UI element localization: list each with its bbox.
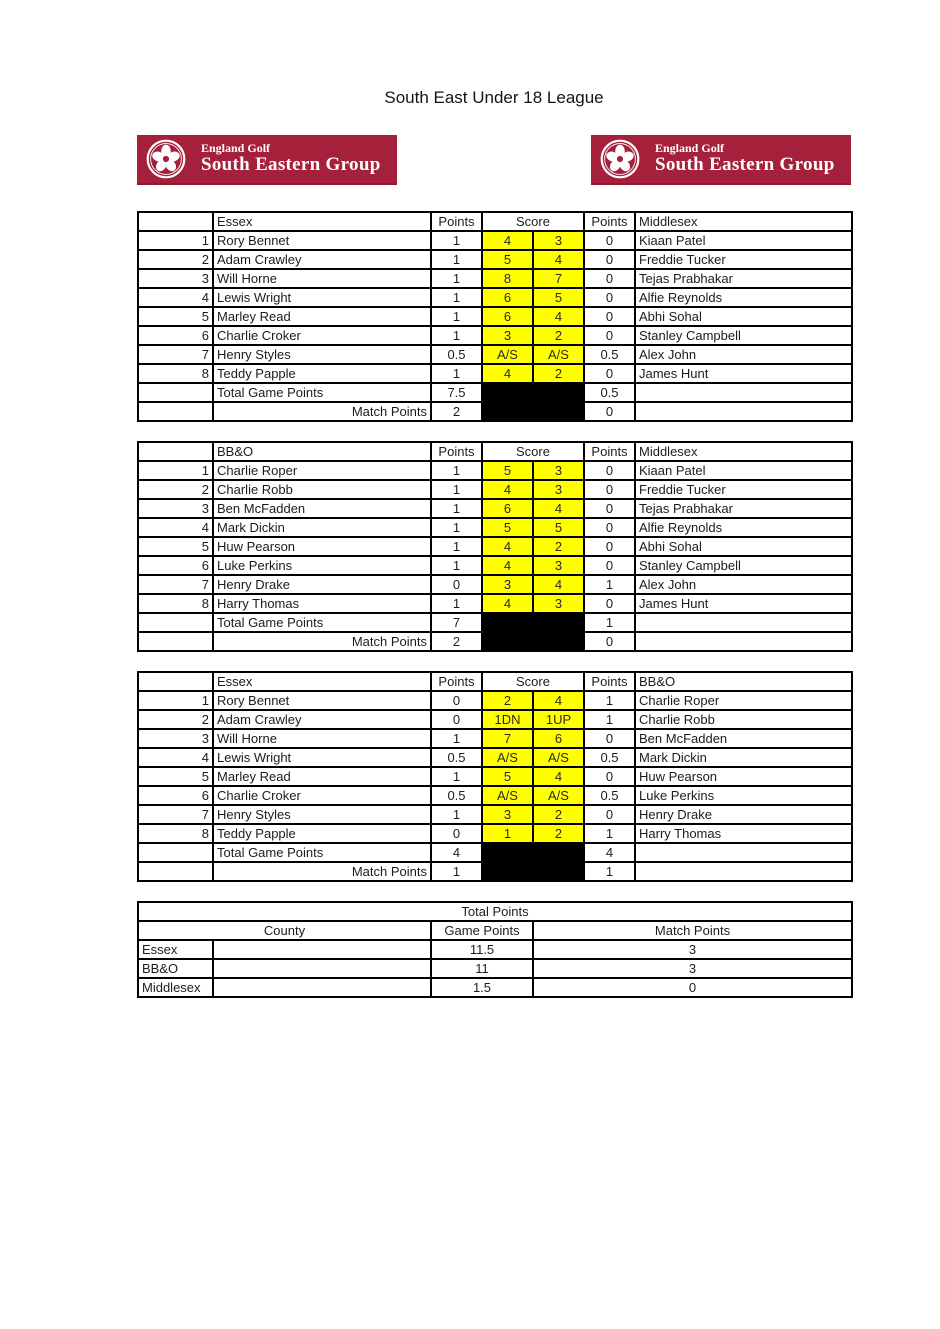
home-player-name: Lewis Wright [213, 288, 431, 307]
home-player-name: Adam Crawley [213, 250, 431, 269]
away-score-cell: 5 [533, 518, 584, 537]
home-points-value: 1 [431, 288, 482, 307]
player-row [138, 345, 852, 364]
away-player-name: Charlie Robb [635, 710, 852, 729]
player-number: 6 [138, 786, 213, 805]
player-number: 7 [138, 575, 213, 594]
away-team-name: Middlesex [635, 442, 852, 461]
match-points-value: 3 [533, 959, 852, 978]
away-player-name: Abhi Sohal [635, 537, 852, 556]
away-player-name: Mark Dickin [635, 748, 852, 767]
away-points-value: 0 [584, 326, 635, 345]
game-points-header: Game Points [431, 921, 533, 940]
away-match-points: 1 [584, 862, 635, 881]
home-score-cell: 4 [482, 537, 533, 556]
away-player-name: Alex John [635, 345, 852, 364]
player-row [138, 748, 852, 767]
home-points-value: 0.5 [431, 748, 482, 767]
rose-emblem-icon [600, 139, 640, 179]
home-score-cell: 3 [482, 575, 533, 594]
away-points-value: 0 [584, 231, 635, 250]
away-player-name: Harry Thomas [635, 824, 852, 843]
empty-cell [635, 843, 852, 862]
home-points-value: 1 [431, 729, 482, 748]
home-points-header: Points [431, 672, 482, 691]
player-number: 4 [138, 518, 213, 537]
home-points-value: 1 [431, 537, 482, 556]
away-points-value: 0 [584, 594, 635, 613]
player-row [138, 326, 852, 345]
away-score-cell: 6 [533, 729, 584, 748]
away-score-cell: 4 [533, 307, 584, 326]
logo-text [201, 142, 381, 176]
totals-county-row [138, 940, 852, 959]
home-points-value: 0 [431, 824, 482, 843]
player-row [138, 480, 852, 499]
logo-org-name: England Golf [655, 140, 725, 155]
player-number: 8 [138, 364, 213, 383]
away-total-game-points: 4 [584, 843, 635, 862]
empty-cell [635, 383, 852, 402]
logo-group-name: South Eastern Group [655, 154, 835, 176]
totals-county-row [138, 978, 852, 997]
away-points-value: 0 [584, 288, 635, 307]
away-team-name: BB&O [635, 672, 852, 691]
match-points-value: 0 [533, 978, 852, 997]
home-team-name: Essex [213, 212, 431, 231]
home-player-name: Charlie Roper [213, 461, 431, 480]
away-score-cell: 2 [533, 364, 584, 383]
away-score-cell: 3 [533, 594, 584, 613]
away-points-value: 0 [584, 461, 635, 480]
away-player-name: Freddie Tucker [635, 480, 852, 499]
game-points-value: 11.5 [431, 940, 533, 959]
player-row [138, 231, 852, 250]
away-player-name: Charlie Roper [635, 691, 852, 710]
home-points-value: 1 [431, 364, 482, 383]
totals-header-row [138, 921, 852, 940]
home-player-name: Teddy Papple [213, 824, 431, 843]
player-row [138, 691, 852, 710]
totals-title-row [138, 902, 852, 921]
empty-cell [635, 632, 852, 651]
match-table-2 [137, 441, 853, 652]
home-player-name: Marley Read [213, 307, 431, 326]
player-row [138, 288, 852, 307]
away-match-points: 0 [584, 402, 635, 421]
home-total-game-points: 7 [431, 613, 482, 632]
home-player-name: Harry Thomas [213, 594, 431, 613]
home-player-name: Charlie Croker [213, 326, 431, 345]
away-points-value: 0 [584, 499, 635, 518]
player-row [138, 518, 852, 537]
home-player-name: Charlie Croker [213, 786, 431, 805]
away-points-value: 0 [584, 805, 635, 824]
total-game-points-label: Total Game Points [213, 613, 431, 632]
away-points-value: 0 [584, 537, 635, 556]
row-number-cell [138, 402, 213, 421]
home-score-cell: 5 [482, 767, 533, 786]
away-score-cell: 4 [533, 250, 584, 269]
blackout-cell [482, 613, 584, 651]
away-points-value: 0.5 [584, 345, 635, 364]
away-points-value: 0 [584, 767, 635, 786]
home-score-cell: A/S [482, 786, 533, 805]
county-name: Middlesex [138, 978, 213, 997]
away-team-name: Middlesex [635, 212, 852, 231]
rose-emblem-icon [146, 139, 186, 179]
away-player-name: Freddie Tucker [635, 250, 852, 269]
away-player-name: Alfie Reynolds [635, 288, 852, 307]
player-number: 1 [138, 691, 213, 710]
player-number: 1 [138, 231, 213, 250]
empty-cell [213, 940, 431, 959]
away-score-cell: 2 [533, 805, 584, 824]
player-number: 1 [138, 461, 213, 480]
score-header: Score [482, 672, 584, 691]
home-points-value: 1 [431, 231, 482, 250]
player-number: 4 [138, 748, 213, 767]
home-player-name: Henry Drake [213, 575, 431, 594]
home-team-name: Essex [213, 672, 431, 691]
home-points-value: 1 [431, 307, 482, 326]
home-player-name: Marley Read [213, 767, 431, 786]
player-number: 6 [138, 556, 213, 575]
blackout-cell [482, 383, 584, 421]
home-score-cell: 8 [482, 269, 533, 288]
away-player-name: Tejas Prabhakar [635, 269, 852, 288]
home-points-value: 1 [431, 326, 482, 345]
home-match-points: 2 [431, 402, 482, 421]
away-score-cell: A/S [533, 786, 584, 805]
home-player-name: Rory Bennet [213, 691, 431, 710]
away-player-name: Stanley Campbell [635, 326, 852, 345]
row-number-cell [138, 862, 213, 881]
totals-county-row [138, 959, 852, 978]
player-number: 5 [138, 307, 213, 326]
home-points-value: 0 [431, 710, 482, 729]
away-points-value: 1 [584, 824, 635, 843]
away-points-header: Points [584, 442, 635, 461]
home-points-value: 1 [431, 594, 482, 613]
match-header-row [138, 212, 852, 231]
home-total-game-points: 7.5 [431, 383, 482, 402]
away-score-cell: 4 [533, 691, 584, 710]
player-row [138, 575, 852, 594]
away-player-name: James Hunt [635, 594, 852, 613]
total-game-points-row [138, 843, 852, 862]
home-points-value: 1 [431, 556, 482, 575]
home-team-name: BB&O [213, 442, 431, 461]
county-name: BB&O [138, 959, 213, 978]
home-score-cell: 5 [482, 461, 533, 480]
score-header: Score [482, 212, 584, 231]
home-player-name: Will Horne [213, 729, 431, 748]
away-score-cell: 2 [533, 824, 584, 843]
logo-group-name: South Eastern Group [201, 154, 381, 176]
logo-org-name: England Golf [201, 140, 271, 155]
home-score-cell: A/S [482, 345, 533, 364]
home-score-cell: 4 [482, 594, 533, 613]
home-total-game-points: 4 [431, 843, 482, 862]
row-number-cell [138, 613, 213, 632]
match-table-3 [137, 671, 853, 882]
home-points-value: 1 [431, 461, 482, 480]
away-points-value: 0 [584, 556, 635, 575]
match-table-1 [137, 211, 853, 422]
away-score-cell: 5 [533, 288, 584, 307]
away-player-name: Tejas Prabhakar [635, 499, 852, 518]
player-row [138, 307, 852, 326]
player-number: 3 [138, 729, 213, 748]
away-points-value: 0.5 [584, 748, 635, 767]
away-points-value: 1 [584, 710, 635, 729]
player-number: 3 [138, 499, 213, 518]
home-score-cell: 3 [482, 326, 533, 345]
player-number: 4 [138, 288, 213, 307]
home-player-name: Henry Styles [213, 345, 431, 364]
home-score-cell: 1DN [482, 710, 533, 729]
match-header-row [138, 442, 852, 461]
game-points-value: 1.5 [431, 978, 533, 997]
home-score-cell: 5 [482, 250, 533, 269]
away-score-cell: 3 [533, 480, 584, 499]
player-row [138, 710, 852, 729]
away-score-cell: A/S [533, 345, 584, 364]
match-points-header: Match Points [533, 921, 852, 940]
player-number: 8 [138, 594, 213, 613]
home-player-name: Rory Bennet [213, 231, 431, 250]
england-golf-logo-right [591, 135, 851, 185]
home-player-name: Will Horne [213, 269, 431, 288]
home-points-header: Points [431, 442, 482, 461]
player-number: 5 [138, 537, 213, 556]
away-player-name: Kiaan Patel [635, 461, 852, 480]
game-points-value: 11 [431, 959, 533, 978]
away-points-value: 0 [584, 480, 635, 499]
away-score-cell: 3 [533, 556, 584, 575]
away-player-name: Stanley Campbell [635, 556, 852, 575]
player-row [138, 537, 852, 556]
away-points-header: Points [584, 672, 635, 691]
home-points-value: 1 [431, 480, 482, 499]
home-points-header: Points [431, 212, 482, 231]
away-points-value: 0 [584, 250, 635, 269]
match-points-value: 3 [533, 940, 852, 959]
home-player-name: Charlie Robb [213, 480, 431, 499]
home-score-cell: 4 [482, 364, 533, 383]
home-score-cell: 5 [482, 518, 533, 537]
home-player-name: Lewis Wright [213, 748, 431, 767]
home-points-value: 0 [431, 691, 482, 710]
home-player-name: Luke Perkins [213, 556, 431, 575]
away-points-value: 0 [584, 269, 635, 288]
home-score-cell: 6 [482, 288, 533, 307]
away-score-cell: 2 [533, 537, 584, 556]
player-row [138, 786, 852, 805]
home-score-cell: 2 [482, 691, 533, 710]
home-match-points: 1 [431, 862, 482, 881]
home-points-value: 1 [431, 250, 482, 269]
away-points-value: 0 [584, 729, 635, 748]
away-player-name: Alex John [635, 575, 852, 594]
home-player-name: Mark Dickin [213, 518, 431, 537]
home-points-value: 0.5 [431, 345, 482, 364]
player-number: 2 [138, 250, 213, 269]
away-player-name: Luke Perkins [635, 786, 852, 805]
player-number: 7 [138, 805, 213, 824]
match-points-label: Match Points [213, 402, 431, 421]
home-points-value: 1 [431, 269, 482, 288]
away-score-cell: A/S [533, 748, 584, 767]
away-score-cell: 3 [533, 461, 584, 480]
away-total-game-points: 1 [584, 613, 635, 632]
away-player-name: Kiaan Patel [635, 231, 852, 250]
away-player-name: James Hunt [635, 364, 852, 383]
player-row [138, 767, 852, 786]
empty-cell [213, 978, 431, 997]
home-score-cell: 4 [482, 231, 533, 250]
away-points-value: 0 [584, 364, 635, 383]
away-match-points: 0 [584, 632, 635, 651]
home-points-value: 1 [431, 518, 482, 537]
total-points-table [137, 901, 853, 998]
player-row [138, 556, 852, 575]
away-points-value: 1 [584, 575, 635, 594]
player-row [138, 269, 852, 288]
home-points-value: 1 [431, 499, 482, 518]
match-header-row [138, 672, 852, 691]
match-points-label: Match Points [213, 862, 431, 881]
player-row [138, 805, 852, 824]
player-number: 8 [138, 824, 213, 843]
home-score-cell: A/S [482, 748, 533, 767]
score-header: Score [482, 442, 584, 461]
totals-title: Total Points [138, 902, 852, 921]
county-header: County [138, 921, 431, 940]
home-points-value: 1 [431, 805, 482, 824]
home-points-value: 1 [431, 767, 482, 786]
total-game-points-label: Total Game Points [213, 843, 431, 862]
away-points-value: 0 [584, 518, 635, 537]
away-points-value: 0 [584, 307, 635, 326]
home-score-cell: 1 [482, 824, 533, 843]
logo-text [655, 142, 835, 176]
away-score-cell: 2 [533, 326, 584, 345]
home-points-value: 0.5 [431, 786, 482, 805]
away-points-value: 0.5 [584, 786, 635, 805]
empty-cell [635, 862, 852, 881]
away-total-game-points: 0.5 [584, 383, 635, 402]
away-player-name: Alfie Reynolds [635, 518, 852, 537]
row-number-cell [138, 632, 213, 651]
home-score-cell: 6 [482, 499, 533, 518]
away-score-cell: 1UP [533, 710, 584, 729]
player-row [138, 499, 852, 518]
total-game-points-row [138, 383, 852, 402]
away-score-cell: 4 [533, 767, 584, 786]
home-player-name: Adam Crawley [213, 710, 431, 729]
player-row [138, 824, 852, 843]
player-number: 6 [138, 326, 213, 345]
player-number: 2 [138, 480, 213, 499]
away-player-name: Henry Drake [635, 805, 852, 824]
away-score-cell: 3 [533, 231, 584, 250]
home-score-cell: 7 [482, 729, 533, 748]
player-number: 5 [138, 767, 213, 786]
away-score-cell: 7 [533, 269, 584, 288]
home-points-value: 0 [431, 575, 482, 594]
row-number-cell [138, 843, 213, 862]
player-row [138, 461, 852, 480]
empty-cell [213, 959, 431, 978]
row-number-cell [138, 672, 213, 691]
player-number: 3 [138, 269, 213, 288]
home-match-points: 2 [431, 632, 482, 651]
total-game-points-label: Total Game Points [213, 383, 431, 402]
away-player-name: Abhi Sohal [635, 307, 852, 326]
total-game-points-row [138, 613, 852, 632]
player-row [138, 729, 852, 748]
home-player-name: Teddy Papple [213, 364, 431, 383]
away-points-header: Points [584, 212, 635, 231]
player-number: 7 [138, 345, 213, 364]
away-score-cell: 4 [533, 575, 584, 594]
home-player-name: Huw Pearson [213, 537, 431, 556]
away-player-name: Huw Pearson [635, 767, 852, 786]
row-number-cell [138, 212, 213, 231]
away-points-value: 1 [584, 691, 635, 710]
county-name: Essex [138, 940, 213, 959]
away-score-cell: 4 [533, 499, 584, 518]
england-golf-logo-left [137, 135, 397, 185]
home-player-name: Ben McFadden [213, 499, 431, 518]
home-player-name: Henry Styles [213, 805, 431, 824]
away-player-name: Ben McFadden [635, 729, 852, 748]
player-row [138, 250, 852, 269]
player-number: 2 [138, 710, 213, 729]
page-title: South East Under 18 League [384, 88, 604, 107]
player-row [138, 594, 852, 613]
home-score-cell: 4 [482, 480, 533, 499]
home-score-cell: 6 [482, 307, 533, 326]
row-number-cell [138, 383, 213, 402]
home-score-cell: 3 [482, 805, 533, 824]
player-row [138, 364, 852, 383]
match-points-label: Match Points [213, 632, 431, 651]
empty-cell [635, 613, 852, 632]
row-number-cell [138, 442, 213, 461]
blackout-cell [482, 843, 584, 881]
empty-cell [635, 402, 852, 421]
home-score-cell: 4 [482, 556, 533, 575]
